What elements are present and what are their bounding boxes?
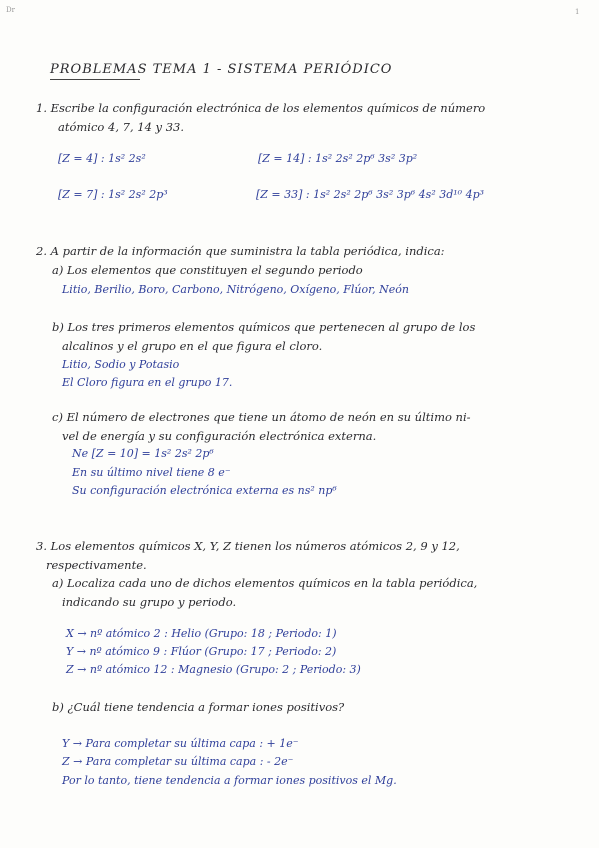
problem-3b-answer-line-2: Z → Para completar su última capa : - 2e⁻ [62, 755, 294, 768]
problem-2c-question-line-2: vel de energía y su configuración electrónica externa. [62, 429, 377, 443]
page-title: PROBLEMAS TEMA 1 - SISTEMA PERIÓDICO [50, 62, 393, 77]
problem-2b-answer-line-1: Litio, Sodio y Potasio [62, 358, 180, 371]
title-underline [50, 79, 140, 80]
problem-1-statement-line-1: 1. Escribe la configuración electrónica de los elementos químicos de número [36, 101, 486, 115]
problem-2c-answer-line-1: Ne [Z = 10] = 1s² 2s² 2p⁶ [72, 447, 214, 460]
problem-2b-answer-line-2: El Cloro figura en el grupo 17. [62, 376, 233, 389]
problem-2c-question-line-1: c) El número de electrones que tiene un átomo de neón en su último ni- [52, 410, 471, 424]
problem-3-statement-line-2: respectivamente. [46, 558, 147, 572]
element-z-row: Z → nº atómico 12 : Magnesio (Grupo: 2 ; Periodo: 3) [66, 663, 361, 676]
problem-3-statement-line-1: 3. Los elementos químicos X, Y, Z tienen los números atómicos 2, 9 y 12, [36, 539, 460, 553]
problem-3a-question-line-1: a) Localiza cada uno de dichos elementos químicos en la tabla periódica, [52, 576, 478, 590]
problem-2c-answer-line-2: En su último nivel tiene 8 e⁻ [72, 466, 231, 479]
element-x-row: X → nº atómico 2 : Helio (Grupo: 18 ; Periodo: 1) [66, 627, 337, 640]
page-number: 1 [575, 8, 580, 16]
problem-3b-question: b) ¿Cuál tiene tendencia a formar iones positivos? [52, 700, 345, 714]
problem-2b-question-line-2: alcalinos y el grupo en el que figura el cloro. [62, 339, 323, 353]
problem-2a-question: a) Los elementos que constituyen el segundo periodo [52, 263, 363, 277]
problem-3b-answer-line-1: Y → Para completar su última capa : + 1e⁻ [62, 737, 299, 750]
problem-2a-answer: Litio, Berilio, Boro, Carbono, Nitrógeno, Oxígeno, Flúor, Neón [62, 283, 410, 296]
problem-3b-answer-line-3: Por lo tanto, tiene tendencia a formar iones positivos el Mg. [62, 774, 397, 787]
problem-2-statement: 2. A partir de la información que suministra la tabla periódica, indica: [36, 244, 445, 258]
answer-z7: [Z = 7] : 1s² 2s² 2p³ [58, 188, 168, 201]
problem-2b-question-line-1: b) Los tres primeros elementos químicos que pertenecen al grupo de los [52, 320, 476, 334]
corner-mark-left: Dr [6, 6, 15, 14]
problem-2c-answer-line-3: Su configuración electrónica externa es ns² np⁶ [72, 484, 337, 497]
problem-1-statement-line-2: atómico 4, 7, 14 y 33. [58, 120, 184, 134]
problem-3a-question-line-2: indicando su grupo y periodo. [62, 595, 237, 609]
answer-z4: [Z = 4] : 1s² 2s² [58, 152, 146, 165]
answer-z33: [Z = 33] : 1s² 2s² 2p⁶ 3s² 3p⁶ 4s² 3d¹⁰ 4p³ [256, 188, 485, 201]
answer-z14: [Z = 14] : 1s² 2s² 2p⁶ 3s² 3p² [258, 152, 418, 165]
element-y-row: Y → nº atómico 9 : Flúor (Grupo: 17 ; Periodo: 2) [66, 645, 337, 658]
